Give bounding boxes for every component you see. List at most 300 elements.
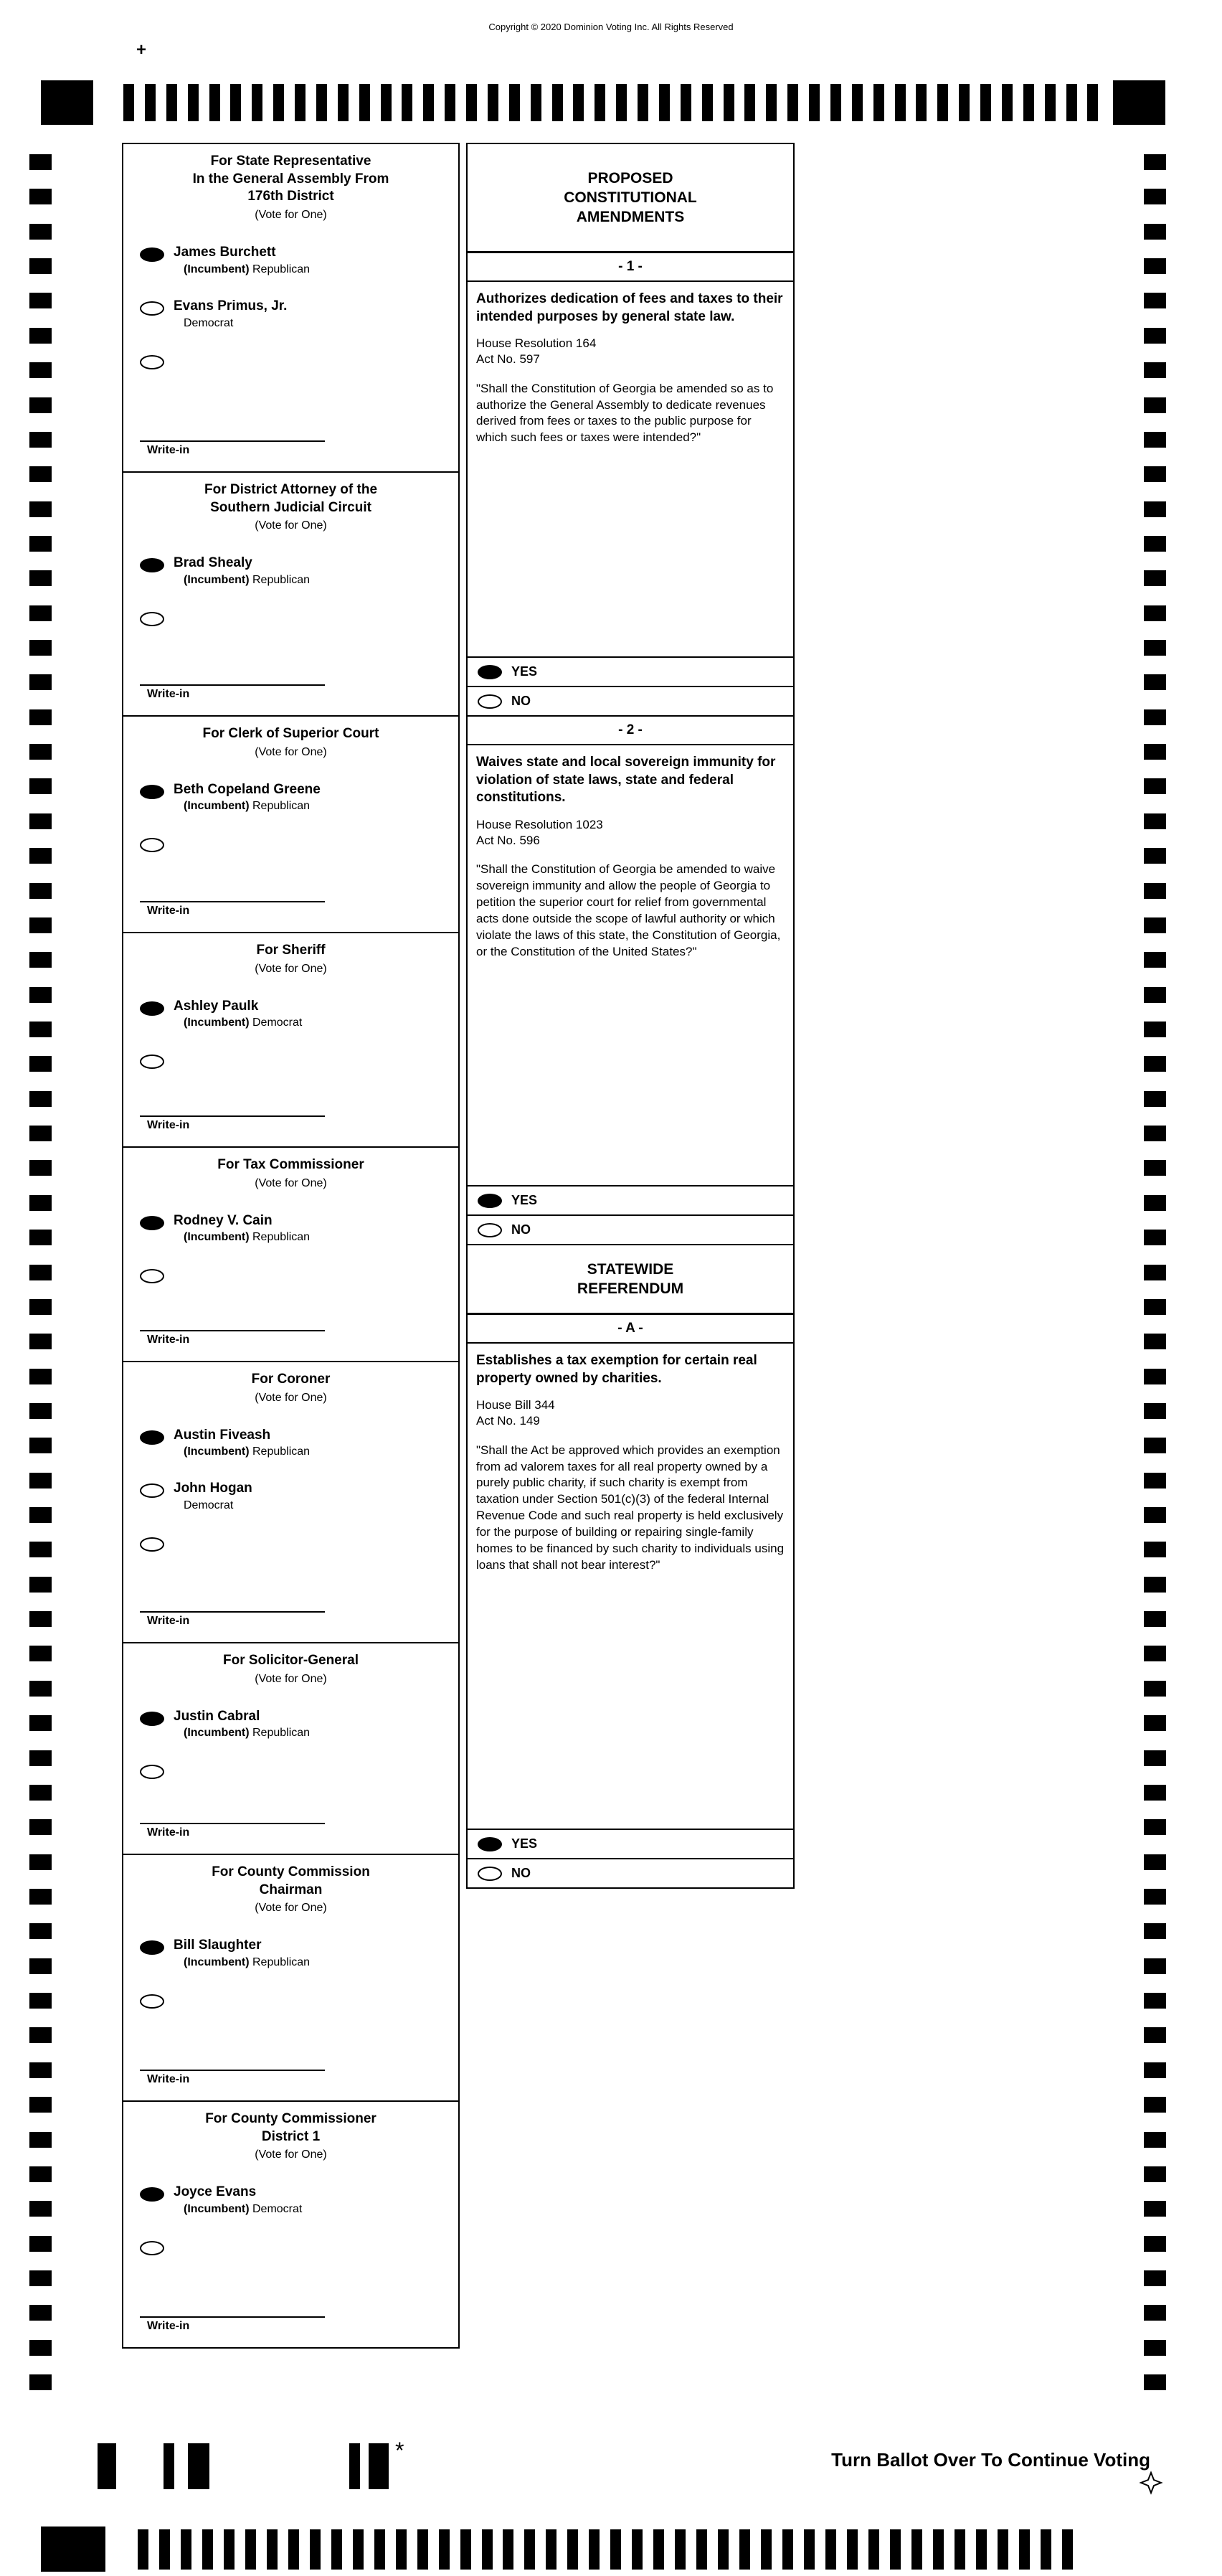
candidate-option[interactable] [140, 1213, 458, 1245]
timing-mark [787, 84, 798, 121]
timing-mark [29, 1785, 52, 1801]
timing-mark [29, 1473, 52, 1488]
timing-mark [29, 2027, 52, 2043]
vote-oval-empty[interactable] [478, 1867, 502, 1881]
spacer [123, 626, 458, 684]
candidate-option[interactable] [140, 1481, 458, 1513]
candidate-text [174, 1938, 310, 1970]
vote-for-instruction: (Vote for One) [255, 1902, 327, 1915]
timing-mark [1144, 1611, 1166, 1627]
candidate-option[interactable] [140, 782, 458, 814]
timing-mark [29, 2236, 52, 2252]
vote-for-instruction: (Vote for One) [255, 745, 327, 758]
write-in-oval[interactable] [140, 1537, 164, 1552]
ballot-measure [468, 717, 793, 1245]
timing-mark [29, 293, 52, 308]
timing-mark [29, 1334, 52, 1349]
measure-option-label: NO [511, 1866, 531, 1880]
timing-mark [1144, 293, 1166, 308]
timing-mark [1023, 84, 1034, 121]
timing-mark [1144, 154, 1166, 170]
timing-mark [353, 2529, 364, 2570]
measure-citation-line: Act No. 596 [476, 834, 540, 848]
timing-mark [1144, 397, 1166, 413]
timing-mark [1144, 2166, 1166, 2182]
measure-option[interactable] [468, 656, 793, 686]
write-in-option[interactable] [140, 609, 458, 626]
timing-mark [595, 84, 605, 121]
timing-mark [616, 84, 627, 121]
write-in-oval[interactable] [140, 355, 164, 369]
contest [123, 1643, 458, 1855]
timing-mark [29, 501, 52, 517]
timing-mark [29, 1750, 52, 1766]
contest-title [132, 1371, 450, 1389]
vote-oval-filled[interactable] [140, 1216, 164, 1230]
timing-mark [589, 2529, 600, 2570]
write-in-option[interactable] [140, 2238, 458, 2255]
spacer [123, 369, 458, 440]
measure-number: - 1 - [468, 253, 793, 282]
timing-mark [29, 1056, 52, 1072]
timing-mark [830, 84, 841, 121]
spacer [123, 1283, 458, 1330]
party-label: Democrat [252, 1016, 303, 1029]
timing-mark [29, 189, 52, 204]
measure-option-label: YES [511, 664, 538, 679]
timing-mark [374, 2529, 385, 2570]
ballot-id-mark [98, 2443, 116, 2489]
write-in-label: Write-in [147, 1334, 190, 1346]
contest-title-line: For Solicitor-General [223, 1653, 359, 1668]
timing-mark [1045, 84, 1056, 121]
timing-mark [29, 432, 52, 448]
ballot-id-asterisk: * [395, 2438, 404, 2463]
contest-title-line: For Tax Commissioner [217, 1157, 364, 1172]
candidate-text [174, 782, 321, 814]
timing-mark [1144, 744, 1166, 760]
timing-mark [331, 2529, 342, 2570]
contest-header [123, 2102, 458, 2163]
measure-question: "Shall the Constitution of Georgia be amended so as to authorize the General Assembly to dedicate revenues derived from fees or taxes to the public purpose for which such fees or taxes were intended?" [476, 381, 774, 445]
contest-title-line: For Sheriff [256, 943, 326, 958]
timing-mark [1144, 2270, 1166, 2286]
timing-mark [1144, 1854, 1166, 1870]
incumbent-label: (Incumbent) [184, 1445, 250, 1458]
timing-mark [1144, 362, 1166, 378]
timing-mark [873, 84, 884, 121]
timing-mark [29, 2305, 52, 2321]
timing-mark-corner [41, 2527, 105, 2572]
timing-mark [288, 2529, 299, 2570]
contest-title-line: For Clerk of Superior Court [202, 726, 379, 741]
timing-mark [809, 84, 820, 121]
timing-mark [933, 2529, 944, 2570]
timing-mark [1144, 501, 1166, 517]
write-in-oval[interactable] [140, 1269, 164, 1283]
timing-mark [681, 84, 691, 121]
spacer [123, 852, 458, 901]
timing-mark [29, 466, 52, 482]
candidate-option[interactable] [140, 555, 458, 588]
timing-mark [804, 2529, 815, 2570]
timing-mark [852, 84, 863, 121]
timing-mark [531, 84, 541, 121]
measure-option[interactable] [468, 1214, 793, 1244]
vote-for-instruction: (Vote for One) [255, 1672, 327, 1685]
timing-mark [744, 84, 755, 121]
candidate-option[interactable] [140, 2184, 458, 2217]
candidate-option[interactable] [140, 1709, 458, 1741]
timing-mark [1144, 432, 1166, 448]
timing-mark [1144, 1542, 1166, 1557]
timing-mark [29, 1993, 52, 2009]
contest-title [132, 153, 450, 206]
contest-title [132, 725, 450, 743]
vote-oval-filled[interactable] [140, 1001, 164, 1016]
vote-oval-empty[interactable] [140, 301, 164, 316]
ballot-id-mark [188, 2443, 209, 2489]
measure-option[interactable] [468, 1858, 793, 1887]
write-in-area [140, 440, 458, 461]
candidate-name: Bill Slaughter [174, 1938, 262, 1953]
write-in-oval[interactable] [140, 612, 164, 626]
timing-mark [29, 848, 52, 864]
write-in-oval[interactable] [140, 1055, 164, 1069]
incumbent-label: (Incumbent) [184, 1956, 250, 1969]
vote-oval-filled[interactable] [478, 665, 502, 679]
candidate-text [174, 555, 310, 588]
timing-mark [338, 84, 349, 121]
candidate-name: Brad Shealy [174, 555, 252, 571]
timing-mark [29, 640, 52, 656]
contest-title [132, 1652, 450, 1670]
incumbent-label: (Incumbent) [184, 2203, 250, 2216]
measure-option-label: YES [511, 1193, 538, 1207]
candidate-detail [184, 1445, 310, 1459]
timing-mark [552, 84, 563, 121]
measure-citation [468, 1390, 793, 1429]
timing-mark [230, 84, 241, 121]
write-in-label: Write-in [147, 2073, 190, 2085]
timing-mark [546, 2529, 556, 2570]
party-label: Republican [252, 1956, 311, 1969]
timing-mark [1144, 1091, 1166, 1107]
timing-mark [998, 2529, 1008, 2570]
measure-summary: Waives state and local sovereign immunity for violation of state laws, state and federal constitutions. [476, 755, 776, 806]
timing-mark [766, 84, 777, 121]
timing-mark [1144, 1473, 1166, 1488]
timing-mark [911, 2529, 922, 2570]
candidate-name: Evans Primus, Jr. [174, 298, 288, 313]
timing-mark [29, 1230, 52, 1245]
measure-number: - 2 - [468, 717, 793, 745]
timing-mark-corner [1113, 80, 1165, 125]
candidate-option[interactable] [140, 1938, 458, 1970]
candidate-option[interactable] [140, 245, 458, 277]
timing-mark [209, 84, 220, 121]
timing-mark [1144, 1299, 1166, 1315]
timing-mark [1144, 1577, 1166, 1593]
write-in-label: Write-in [147, 1615, 190, 1627]
timing-mark [202, 2529, 213, 2570]
vote-oval-empty[interactable] [140, 1483, 164, 1498]
write-in-label: Write-in [147, 905, 190, 917]
candidate-detail [184, 263, 310, 277]
vote-oval-filled[interactable] [140, 785, 164, 799]
candidate-text [174, 1709, 310, 1741]
write-in-area [140, 2316, 458, 2337]
registration-diamond-icon [1139, 2471, 1163, 2499]
vote-oval-empty[interactable] [478, 1223, 502, 1237]
timing-mark [166, 84, 177, 121]
timing-mark [724, 84, 734, 121]
timing-mark [1144, 2062, 1166, 2078]
timing-mark [1144, 2305, 1166, 2321]
timing-mark [29, 154, 52, 170]
measure-option[interactable] [468, 1185, 793, 1214]
candidate-name: Ashley Paulk [174, 998, 259, 1014]
timing-mark [252, 84, 262, 121]
timing-mark [1144, 2236, 1166, 2252]
write-in-option[interactable] [140, 1762, 458, 1779]
timing-mark [1144, 189, 1166, 204]
spacer [123, 1552, 458, 1611]
contest-title-line: For District Attorney of the [204, 482, 378, 497]
copyright-line: Copyright © 2020 Dominion Voting Inc. All Rights Reserved [488, 22, 734, 32]
timing-mark [29, 917, 52, 933]
contest [123, 1362, 458, 1643]
incumbent-label: (Incumbent) [184, 574, 250, 587]
timing-mark [29, 1265, 52, 1280]
timing-mark [1144, 1507, 1166, 1523]
contest-title-line: For State Representative [210, 154, 371, 169]
measure-option[interactable] [468, 1829, 793, 1858]
measure-option-label: NO [511, 1222, 531, 1237]
write-in-area [140, 2070, 458, 2090]
timing-mark [1144, 709, 1166, 725]
write-in-oval[interactable] [140, 838, 164, 852]
measure-question: "Shall the Constitution of Georgia be amended to waive sovereign immunity and allow the people of Georgia to petition the superior court for relief from governmental acts done outside the scope of lawful authority or which violate the laws of this state, the Constitution of Georgia, or the Constitution of the United States?" [476, 862, 781, 958]
write-in-label: Write-in [147, 444, 190, 456]
write-in-option[interactable] [140, 835, 458, 852]
timing-mark [29, 744, 52, 760]
timing-mark [29, 1646, 52, 1661]
timing-mark [1144, 952, 1166, 968]
party-label: Republican [252, 574, 311, 587]
timing-mark [524, 2529, 535, 2570]
contest-title [132, 481, 450, 516]
timing-mark [29, 1507, 52, 1523]
measure-group-header [468, 1245, 793, 1315]
candidate-option[interactable] [140, 999, 458, 1031]
write-in-oval[interactable] [140, 2241, 164, 2255]
timing-mark [482, 2529, 493, 2570]
incumbent-label: (Incumbent) [184, 800, 250, 813]
timing-row-top [123, 84, 1099, 121]
vote-oval-filled[interactable] [478, 1194, 502, 1208]
party-label: Republican [252, 1445, 311, 1458]
timing-mark [1144, 2201, 1166, 2217]
timing-mark [29, 1715, 52, 1731]
timing-mark [29, 1091, 52, 1107]
measure-group-header-line: AMENDMENTS [576, 209, 685, 226]
measure-option-label: NO [511, 694, 531, 708]
timing-mark [1144, 570, 1166, 586]
ballot-id-mark [349, 2443, 360, 2489]
timing-mark [1144, 1369, 1166, 1384]
timing-mark [1144, 1923, 1166, 1939]
timing-mark [1062, 2529, 1073, 2570]
candidate-detail [184, 1499, 252, 1513]
vote-oval-filled[interactable] [140, 1712, 164, 1726]
timing-mark [29, 2270, 52, 2286]
candidate-text [174, 1213, 310, 1245]
vote-oval-filled[interactable] [140, 1430, 164, 1445]
timing-mark [29, 2132, 52, 2148]
timing-mark [1019, 2529, 1030, 2570]
vote-for-instruction: (Vote for One) [255, 209, 327, 222]
contest-header [123, 1362, 458, 1406]
timing-mark [29, 1854, 52, 1870]
vote-oval-filled[interactable] [140, 1940, 164, 1955]
timing-mark [638, 84, 648, 121]
write-in-option[interactable] [140, 1991, 458, 2009]
contest-title [132, 942, 450, 960]
timing-mark [509, 84, 520, 121]
ballot-measure [468, 1315, 793, 1887]
timing-mark [29, 813, 52, 829]
timing-mark [29, 952, 52, 968]
timing-mark [1144, 1819, 1166, 1835]
contest-header [123, 144, 458, 223]
candidate-option[interactable] [140, 298, 458, 331]
candidate-detail [184, 2202, 302, 2217]
timing-mark [895, 84, 906, 121]
timing-mark [29, 1403, 52, 1419]
timing-mark [29, 2340, 52, 2356]
measure-option[interactable] [468, 686, 793, 715]
timing-mark [359, 84, 370, 121]
timing-mark [29, 1681, 52, 1697]
timing-mark [123, 84, 134, 121]
timing-mark [1144, 987, 1166, 1003]
timing-mark [381, 84, 392, 121]
timing-mark [1144, 1334, 1166, 1349]
contest [123, 1855, 458, 2102]
measure-column [466, 143, 795, 1889]
candidate-option[interactable] [140, 1428, 458, 1460]
contest-header [123, 473, 458, 534]
candidate-detail [184, 573, 310, 588]
contest-title-line: For County Commission [212, 1864, 370, 1879]
contest-header [123, 1148, 458, 1192]
timing-mark [29, 2062, 52, 2078]
incumbent-label: (Incumbent) [184, 263, 250, 275]
contest [123, 144, 458, 473]
timing-mark [1144, 1230, 1166, 1245]
vote-oval-filled[interactable] [478, 1837, 502, 1851]
timing-mark [1066, 84, 1077, 121]
write-in-area [140, 684, 458, 705]
candidate-detail [184, 1955, 310, 1970]
write-in-option[interactable] [140, 1266, 458, 1283]
timing-mark [466, 84, 477, 121]
vote-oval-filled[interactable] [140, 247, 164, 262]
write-in-area [140, 901, 458, 922]
spacer [468, 453, 793, 656]
timing-mark [29, 987, 52, 1003]
timing-mark [980, 84, 991, 121]
candidate-text [174, 1428, 310, 1460]
vote-oval-empty[interactable] [478, 694, 502, 709]
timing-mark [976, 2529, 987, 2570]
write-in-option[interactable] [140, 1052, 458, 1069]
write-in-option[interactable] [140, 352, 458, 369]
write-in-oval[interactable] [140, 1994, 164, 2009]
timing-mark [1144, 1646, 1166, 1661]
measure-question: "Shall the Act be approved which provides an exemption from ad valorem taxes for all real property owned by a purely public charity, if such charity is exempt from taxation under Section 501(c)(3) of the federal Internal Revenue Code and such real property is held exclusively for the purpose of building or repairing single-family homes to be financed by such charity to individuals using loans that shall not bear interest?" [476, 1443, 785, 1572]
timing-mark [29, 1542, 52, 1557]
vote-for-instruction: (Vote for One) [255, 962, 327, 975]
timing-mark [445, 84, 455, 121]
contest-header [123, 717, 458, 760]
timing-mark [29, 709, 52, 725]
timing-mark [188, 84, 199, 121]
contest [123, 473, 458, 717]
timing-mark [659, 84, 670, 121]
spacer [468, 968, 793, 1185]
vote-oval-filled[interactable] [140, 2187, 164, 2202]
timing-row-bottom [138, 2529, 1073, 2570]
contest-title [132, 2110, 450, 2146]
timing-mark [417, 2529, 428, 2570]
write-in-label: Write-in [147, 1826, 190, 1839]
timing-mark [1087, 84, 1098, 121]
timing-mark [1144, 2027, 1166, 2043]
contest-title-line: In the General Assembly From [192, 171, 389, 187]
timing-mark [632, 2529, 643, 2570]
candidate-name: John Hogan [174, 1481, 252, 1496]
candidate-name: Beth Copeland Greene [174, 781, 321, 797]
timing-mark [782, 2529, 793, 2570]
timing-mark [29, 1958, 52, 1974]
incumbent-label: (Incumbent) [184, 1016, 250, 1029]
contest-title [132, 1864, 450, 1899]
timing-mark [718, 2529, 729, 2570]
timing-mark [29, 883, 52, 899]
write-in-option[interactable] [140, 1534, 458, 1552]
party-label: Republican [252, 1727, 311, 1740]
vote-oval-filled[interactable] [140, 558, 164, 572]
candidate-name: Austin Fiveash [174, 1427, 271, 1443]
timing-mark [1144, 1265, 1166, 1280]
timing-mark [29, 1611, 52, 1627]
incumbent-label: (Incumbent) [184, 1727, 250, 1740]
spacer [123, 1069, 458, 1115]
timing-mark [868, 2529, 879, 2570]
party-label: Democrat [184, 1499, 234, 1512]
measure-citation [468, 329, 793, 367]
contest-title [132, 1156, 450, 1174]
write-in-oval[interactable] [140, 1765, 164, 1779]
timing-mark [847, 2529, 858, 2570]
timing-mark [1144, 848, 1166, 864]
timing-mark [761, 2529, 772, 2570]
timing-mark [29, 1022, 52, 1037]
timing-mark [29, 536, 52, 552]
party-label: Democrat [184, 316, 234, 329]
